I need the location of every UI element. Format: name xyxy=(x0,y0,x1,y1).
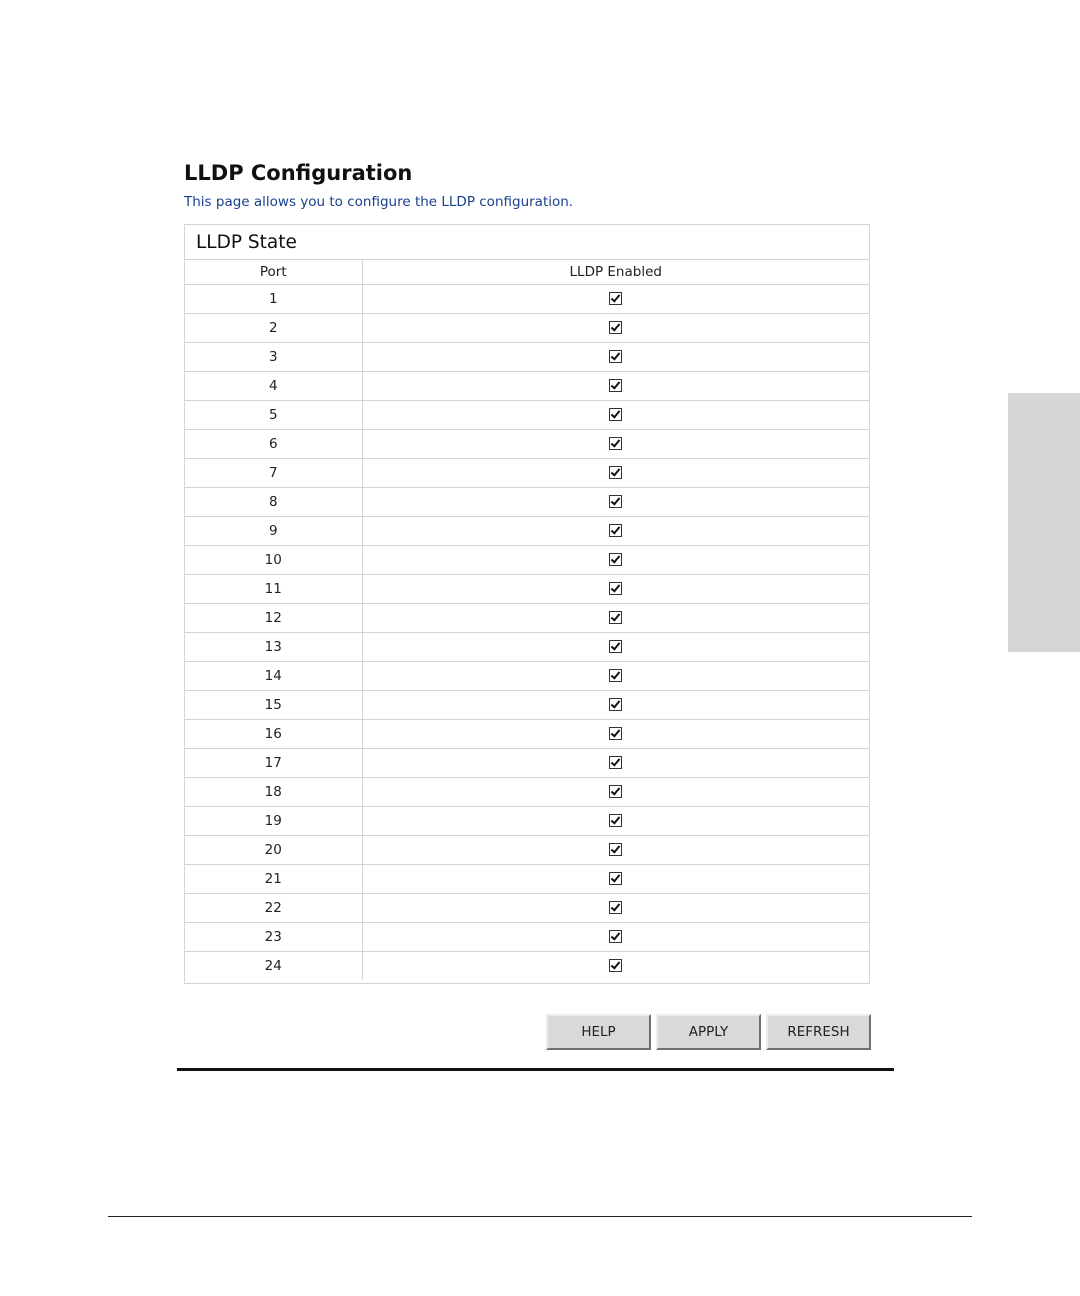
lldp-enabled-checkbox[interactable] xyxy=(609,524,622,537)
lldp-state-panel xyxy=(184,224,870,984)
lldp-enabled-checkbox[interactable] xyxy=(609,727,622,740)
lldp-enabled-cell xyxy=(362,922,869,951)
page-footer-rule xyxy=(108,1216,972,1217)
lldp-enabled-cell xyxy=(362,632,869,661)
lldp-enabled-checkbox[interactable] xyxy=(609,379,622,392)
lldp-enabled-cell xyxy=(362,400,869,429)
table-row xyxy=(185,603,869,632)
lldp-enabled-checkbox[interactable] xyxy=(609,640,622,653)
lldp-enabled-cell xyxy=(362,864,869,893)
lldp-enabled-checkbox[interactable] xyxy=(609,785,622,798)
table-row xyxy=(185,574,869,603)
lldp-enabled-checkbox[interactable] xyxy=(609,466,622,479)
port-number: 4 xyxy=(185,371,362,400)
table-row xyxy=(185,719,869,748)
table-row xyxy=(185,922,869,951)
port-number: 3 xyxy=(185,342,362,371)
table-row xyxy=(185,893,869,922)
lldp-enabled-checkbox[interactable] xyxy=(609,495,622,508)
table-row xyxy=(185,371,869,400)
lldp-state-table xyxy=(185,260,869,980)
lldp-enabled-checkbox[interactable] xyxy=(609,756,622,769)
lldp-enabled-checkbox[interactable] xyxy=(609,814,622,827)
lldp-enabled-checkbox[interactable] xyxy=(609,698,622,711)
lldp-enabled-checkbox[interactable] xyxy=(609,321,622,334)
table-row xyxy=(185,806,869,835)
lldp-enabled-checkbox[interactable] xyxy=(609,292,622,305)
table-row xyxy=(185,342,869,371)
lldp-enabled-cell xyxy=(362,748,869,777)
port-number: 14 xyxy=(185,661,362,690)
lldp-enabled-checkbox[interactable] xyxy=(609,872,622,885)
port-number: 19 xyxy=(185,806,362,835)
port-number: 22 xyxy=(185,893,362,922)
help-button[interactable]: HELP xyxy=(546,1014,651,1050)
section-divider xyxy=(177,1068,894,1071)
lldp-enabled-checkbox[interactable] xyxy=(609,437,622,450)
port-number: 5 xyxy=(185,400,362,429)
lldp-enabled-cell xyxy=(362,284,869,313)
lldp-enabled-cell xyxy=(362,574,869,603)
port-number: 23 xyxy=(185,922,362,951)
table-row xyxy=(185,864,869,893)
table-row xyxy=(185,429,869,458)
side-tab-marker xyxy=(1008,393,1080,652)
port-number: 16 xyxy=(185,719,362,748)
lldp-enabled-cell xyxy=(362,603,869,632)
lldp-enabled-cell xyxy=(362,429,869,458)
port-number: 1 xyxy=(185,284,362,313)
lldp-enabled-cell xyxy=(362,516,869,545)
lldp-enabled-cell xyxy=(362,777,869,806)
lldp-enabled-cell xyxy=(362,835,869,864)
table-row xyxy=(185,400,869,429)
port-number: 6 xyxy=(185,429,362,458)
lldp-enabled-cell xyxy=(362,951,869,980)
table-row xyxy=(185,951,869,980)
port-number: 7 xyxy=(185,458,362,487)
lldp-enabled-checkbox[interactable] xyxy=(609,930,622,943)
lldp-enabled-cell xyxy=(362,545,869,574)
port-number: 24 xyxy=(185,951,362,980)
port-number: 13 xyxy=(185,632,362,661)
table-row xyxy=(185,661,869,690)
lldp-enabled-cell xyxy=(362,806,869,835)
lldp-enabled-cell xyxy=(362,342,869,371)
apply-button[interactable]: APPLY xyxy=(656,1014,761,1050)
lldp-enabled-cell xyxy=(362,487,869,516)
table-row xyxy=(185,284,869,313)
port-number: 11 xyxy=(185,574,362,603)
table-row xyxy=(185,516,869,545)
table-row xyxy=(185,545,869,574)
lldp-enabled-checkbox[interactable] xyxy=(609,553,622,566)
lldp-enabled-checkbox[interactable] xyxy=(609,350,622,363)
lldp-enabled-cell xyxy=(362,661,869,690)
refresh-button[interactable]: REFRESH xyxy=(766,1014,871,1050)
lldp-enabled-cell xyxy=(362,893,869,922)
lldp-enabled-checkbox[interactable] xyxy=(609,582,622,595)
lldp-enabled-cell xyxy=(362,719,869,748)
lldp-enabled-checkbox[interactable] xyxy=(609,959,622,972)
table-row xyxy=(185,313,869,342)
port-number: 2 xyxy=(185,313,362,342)
port-number: 17 xyxy=(185,748,362,777)
lldp-enabled-cell xyxy=(362,690,869,719)
column-header-port: Port xyxy=(185,260,362,284)
table-row xyxy=(185,690,869,719)
port-number: 21 xyxy=(185,864,362,893)
lldp-enabled-checkbox[interactable] xyxy=(609,611,622,624)
button-bar xyxy=(546,1014,871,1050)
port-number: 9 xyxy=(185,516,362,545)
port-number: 20 xyxy=(185,835,362,864)
port-number: 10 xyxy=(185,545,362,574)
lldp-enabled-cell xyxy=(362,371,869,400)
page-title: LLDP Configuration xyxy=(184,161,413,185)
lldp-enabled-checkbox[interactable] xyxy=(609,669,622,682)
table-row xyxy=(185,632,869,661)
lldp-enabled-cell xyxy=(362,313,869,342)
lldp-enabled-checkbox[interactable] xyxy=(609,408,622,421)
port-number: 8 xyxy=(185,487,362,516)
page-description: This page allows you to configure the LLDP configuration. xyxy=(184,194,574,210)
port-number: 12 xyxy=(185,603,362,632)
table-row xyxy=(185,487,869,516)
table-row xyxy=(185,458,869,487)
lldp-enabled-checkbox[interactable] xyxy=(609,901,622,914)
column-header-lldp-enabled: LLDP Enabled xyxy=(362,260,869,284)
table-row xyxy=(185,748,869,777)
table-row xyxy=(185,777,869,806)
lldp-enabled-checkbox[interactable] xyxy=(609,843,622,856)
table-header-row xyxy=(185,260,869,284)
port-number: 15 xyxy=(185,690,362,719)
panel-title: LLDP State xyxy=(185,225,869,260)
table-row xyxy=(185,835,869,864)
lldp-enabled-cell xyxy=(362,458,869,487)
port-number: 18 xyxy=(185,777,362,806)
